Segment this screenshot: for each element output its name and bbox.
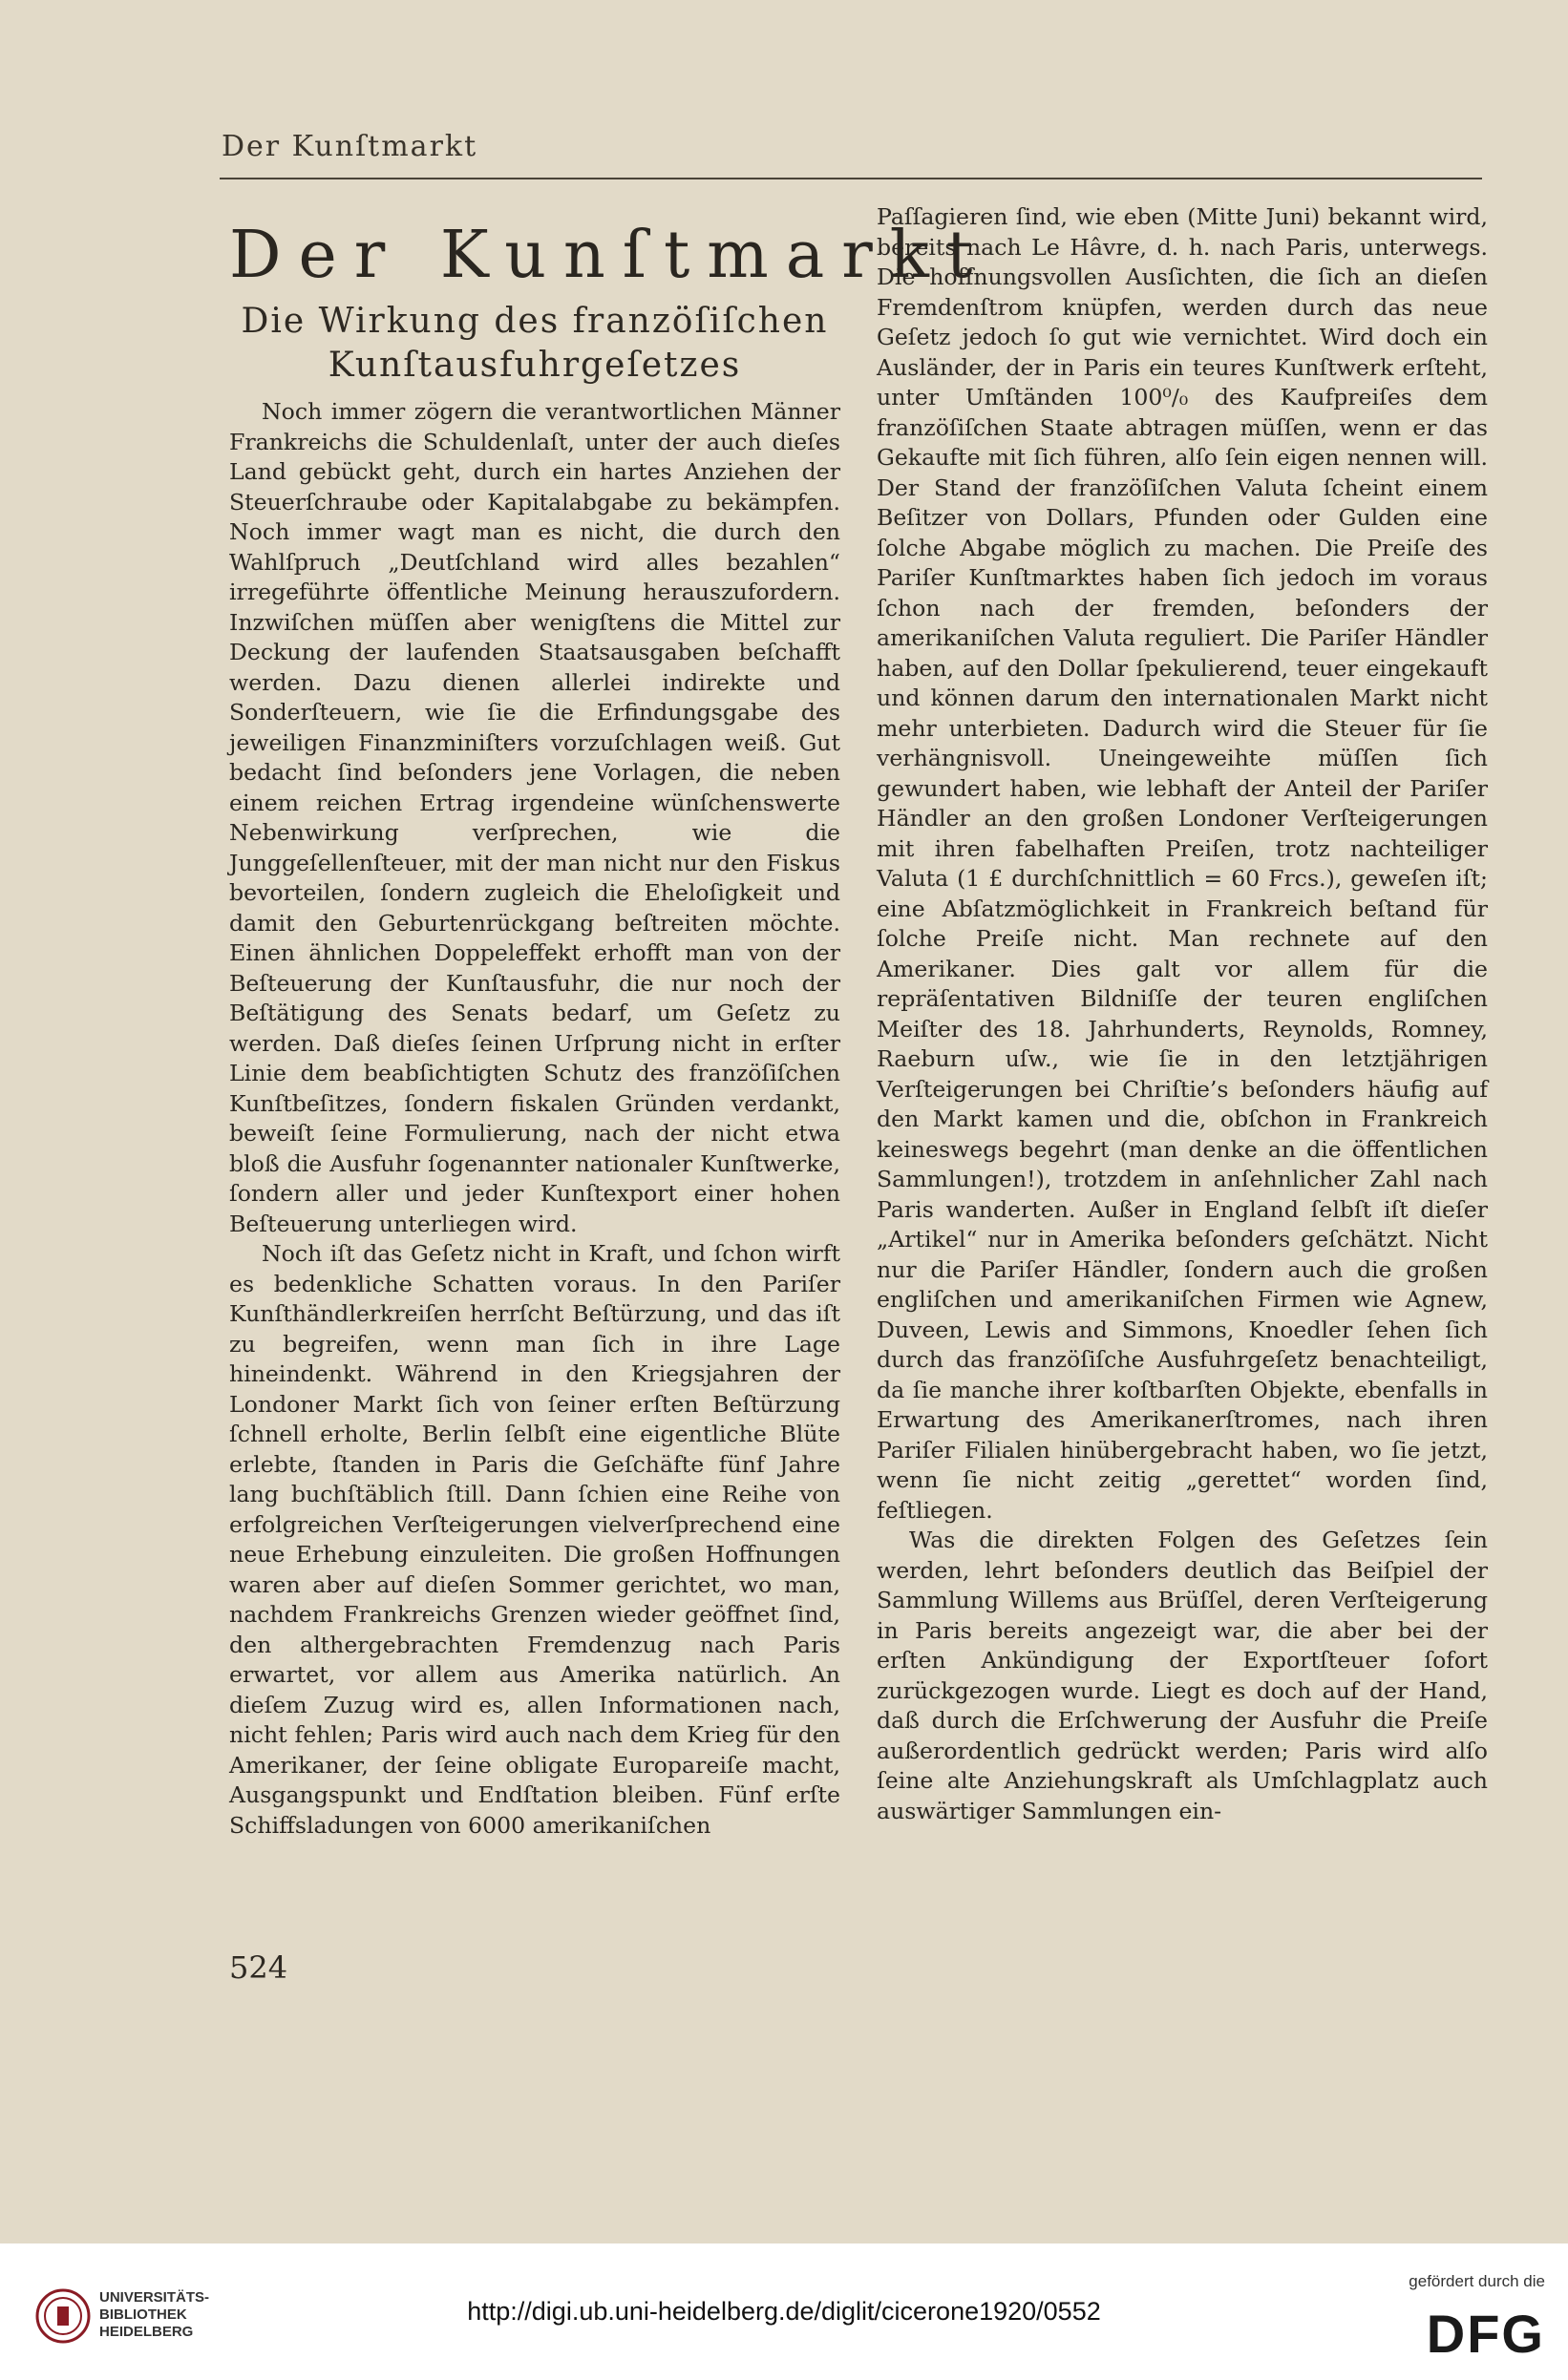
page-number: 524	[229, 1949, 288, 1986]
dfg-logo: DFG	[1426, 2304, 1545, 2364]
paragraph: Noch iſt das Geſetz nicht in Kraft, und ſchon wirft es bedenkliche Schatten voraus. In den Pariſer Kunſthändlerkreiſen herrſcht Beſtürzung, und das iſt zu begreifen, wenn man ſich in ihre Lage hineindenkt. Während in den Kriegsjahren der Londoner Markt ſich von ſeiner erſten Beſtürzung ſchnell erholte, Berlin ſelbſt eine eigentliche Blüte erlebte, ſtanden in Paris die Geſchäfte fünf Jahre lang buchſtäblich ſtill. Dann ſchien eine Reihe von erfolgreichen Verſteigerungen vielverſprechend eine neue Erhebung einzuleiten. Die großen Hoffnungen waren aber auf dieſen Sommer gerichtet, wo man, nachdem Frankreichs Grenzen wieder geöffnet ſind, den althergebrachten Fremdenzug nach Paris erwartet, vor allem aus Amerika natürlich. An dieſem Zuzug wird es, allen Informationen nach, nicht fehlen; Paris wird auch nach dem Krieg für den Amerikaner, der ſeine obligate Europareiſe macht, Ausgangspunkt und Endſtation bleiben. Fünf erſte Schiffsladungen von 6000 amerikaniſchen	[229, 1240, 840, 1839]
university-name-line: HEIDELBERG	[99, 2324, 194, 2340]
source-url[interactable]: http://digi.ub.uni-heidelberg.de/diglit/cicerone1920/0552	[467, 2297, 1101, 2326]
footer-bar	[0, 2243, 1568, 2380]
article-subtitle: Die Wirkung des franzöſiſchen Kunſtausfuhrgeſetzes	[241, 302, 829, 385]
article-title: Der Kunſtmarkt	[229, 218, 990, 293]
paragraph: Paſſagieren ſind, wie eben (Mitte Juni) bekannt wird, bereits nach Le Hâvre, d. h. nach Paris, unterwegs. Die hoffnungsvollen Ausſichten, die ſich an dieſen Fremdenſtrom knüpfen, werden durch das neue Geſetz jedoch ſo gut wie vernichtet. Wird doch ein Ausländer, der in Paris ein teures Kunſtwerk erſteht, unter Umſtänden 100⁰/₀ des Kaufpreiſes dem franzöſiſchen Staate abtragen müſſen, wenn er das Gekaufte mit ſich führen, alſo ſein eigen nennen will. Der Stand der franzöſiſchen Valuta ſcheint einem Beſitzer von Dollars, Pfunden oder Gulden eine ſolche Abgabe möglich zu machen. Die Preiſe des Pariſer Kunſtmarktes haben ſich jedoch im voraus ſchon nach der fremden, beſonders der amerikaniſchen Valuta reguliert. Die Pariſer Händler haben, auf den Dollar ſpekulierend, teuer eingekauft und können darum den internationalen Markt nicht mehr unterbieten. Dadurch wird die Steuer für ſie verhängnisvoll. Uneingeweihte müſſen ſich gewundert haben, wie lebhaft der Anteil der Pariſer Händler an den großen Londoner Verſteigerungen mit ihren fabelhaften Preiſen, trotz nachteiliger Valuta (1 £ durchſchnittlich = 60 Frcs.), geweſen iſt; eine Abſatzmöglichkeit in Frankreich beſtand für ſolche Preiſe nicht. Man rechnete auf den Amerikaner. Dies galt vor allem für die repräſentativen Bildniſſe der teuren engliſchen Meiſter des 18. Jahrhunderts, Reynolds, Romney, Raeburn uſw., wie ſie in den letztjährigen Verſteigerungen bei Chriſtie’s beſonders häufig auf den Markt kamen und die, obſchon in Frankreich keineswegs begehrt (man denke an die öffentlichen Sammlungen!), trotzdem in anſehnlicher Zahl nach Paris wanderten. Außer in England ſelbſt iſt dieſer „Artikel“ nur in Amerika beſonders geſchätzt. Nicht nur die Pariſer Händler, ſondern auch die großen engliſchen und amerikaniſchen Firmen wie Agnew, Duveen, Lewis and Simmons, Knoedler ſehen ſich durch das franzöſiſche Ausfuhrgeſetz benachteiligt, da ſie manche ihrer koſtbarſten Objekte, ebenfalls in Erwartung des Amerikanerſtromes, nach ihren Pariſer Filialen hinübergebracht haben, wo ſie jetzt, wenn ſie nicht zeitig „gerettet“ worden ſind, feſtliegen.	[877, 203, 1488, 1524]
university-name-line: UNIVERSITÄTS-	[99, 2289, 210, 2306]
funded-by-label: gefördert durch die	[1409, 2272, 1545, 2290]
running-head: Der Kunſtmarkt	[222, 130, 478, 163]
paragraph: Was die direkten Folgen des Geſetzes ſein werden, lehrt beſonders deutlich das Beiſpiel der Sammlung Willems aus Brüſſel, deren Verſteigerung in Paris bereits angezeigt war, die aber bei der erſten Ankündigung der Exportſteuer ſofort zurückgezogen wurde. Liegt es doch auf der Hand, daß durch die Erſchwerung der Ausfuhr die Preiſe außerordentlich gedrückt werden; Paris wird alſo ſeine alte Anziehungskraft als Umſchlagplatz auch auswärtiger Sammlungen ein-	[877, 1527, 1488, 1824]
paragraph: Noch immer zögern die verantwortlichen Männer Frankreichs die Schuldenlaſt, unter der auch dieſes Land gebückt geht, durch ein hartes Anziehen der Steuerſchraube oder Kapitalabgabe zu bekämpfen. Noch immer wagt man es nicht, die durch den Wahlſpruch „Deutſchland wird alles bezahlen“ irregeführte öffentliche Meinung herauszufordern. Inzwiſchen müſſen aber wenigſtens die Mittel zur Deckung der laufenden Staatsausgaben beſchafft werden. Dazu dienen allerlei indirekte und Sonderſteuern, wie ſie die Erfindungsgabe des jeweiligen Finanzminiſters vorzuſchlagen weiß. Gut bedacht ſind beſonders jene Vorlagen, die neben einem reichen Ertrag irgendeine wünſchenswerte Nebenwirkung verſprechen, wie die Junggeſellenſteuer, mit der man nicht nur den Fiskus bevorteilen, ſondern zugleich die Eheloſigkeit und damit den Geburtenrückgang beſtreiten möchte. Einen ähnlichen Doppeleffekt erhofft man von der Beſteuerung der Kunſtausfuhr, die nur noch der Beſtätigung des Senats bedarf, um Geſetz zu werden. Daß dieſes ſeinen Urſprung nicht in erſter Linie dem beabſichtigten Schutz des franzöſiſchen Kunſtbeſitzes, ſondern fiskalen Gründen verdankt, beweiſt ſeine Formulierung, nach der nicht etwa bloß die Ausfuhr ſogenannter nationaler Kunſtwerke, ſondern aller und jeder Kunſtexport einer hohen Beſteuerung unterliegen wird.	[229, 398, 840, 1237]
right-column	[877, 202, 1488, 1826]
header-rule	[220, 178, 1482, 179]
university-name-line: BIBLIOTHEK	[99, 2306, 187, 2323]
left-column	[229, 202, 990, 1841]
